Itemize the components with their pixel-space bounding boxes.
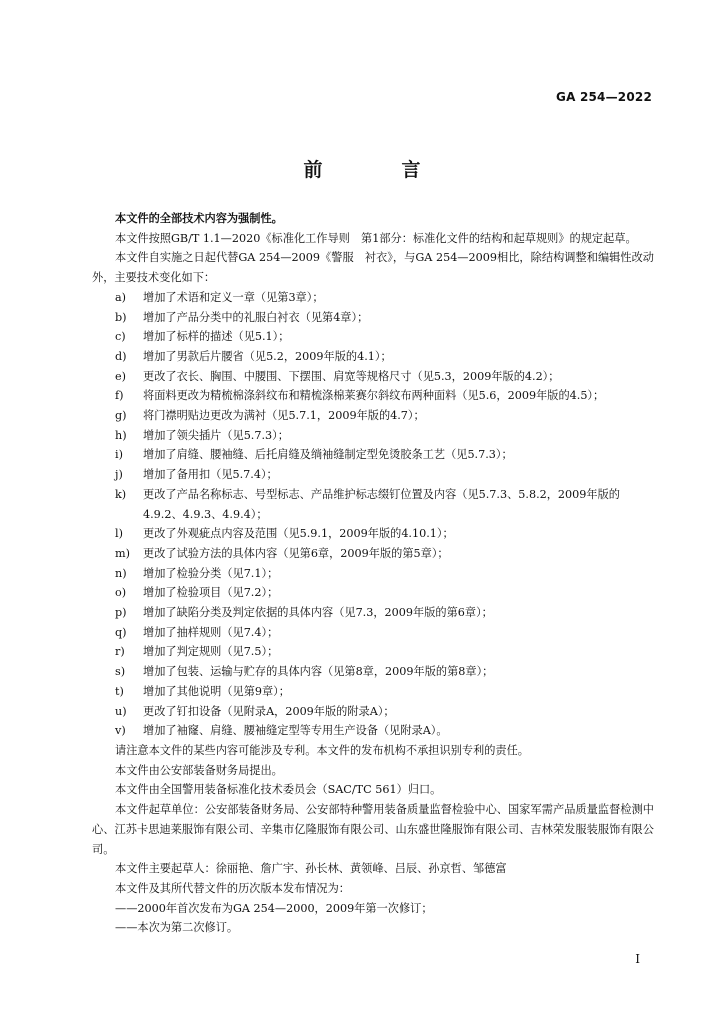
list-marker: d) — [115, 349, 127, 363]
list-item — [115, 288, 654, 308]
committee-paragraph: 本文件由全国警用装备标准化技术委员会（SAC/TC 561）归口。 — [115, 783, 442, 797]
list-marker: a) — [115, 290, 127, 304]
list-item — [115, 386, 654, 406]
list-text: 增加了检验项目（见7.2）； — [143, 586, 279, 600]
foreword-body — [92, 209, 654, 938]
list-marker: s) — [115, 665, 126, 679]
list-item — [115, 327, 654, 347]
list-text: 增加了备用扣（见5.7.4）； — [143, 468, 278, 482]
list-item — [115, 603, 654, 623]
list-marker: j) — [115, 468, 123, 482]
list-marker: k) — [115, 487, 127, 501]
list-marker: o) — [115, 586, 127, 600]
list-item — [115, 465, 654, 485]
list-marker: q) — [115, 625, 127, 639]
list-marker: c) — [115, 330, 126, 344]
patent-notice: 请注意本文件的某些内容可能涉及专利。本文件的发布机构不承担识别专利的责任。 — [115, 743, 529, 757]
list-marker: i) — [115, 448, 123, 462]
list-marker: m) — [115, 546, 130, 560]
list-item — [115, 406, 654, 426]
history-intro: 本文件及其所代替文件的历次版本发布情况为： — [115, 881, 350, 895]
list-item — [115, 623, 654, 643]
list-item — [115, 583, 654, 603]
list-text: 增加了抽样规则（见7.4）； — [143, 625, 279, 639]
list-text: 增加了术语和定义一章（见第3章）； — [143, 290, 324, 304]
standard-code: GA 254—2022 — [556, 90, 652, 104]
list-text: 增加了肩缝、腰袖缝、后托肩缝及绱袖缝制定型免烫胶条工艺（见5.7.3）； — [143, 448, 513, 462]
list-item — [115, 426, 654, 446]
list-text: 增加了标样的描述（见5.1）； — [143, 330, 290, 344]
list-item — [115, 445, 654, 465]
list-text: 增加了领尖插片（见5.7.3）； — [143, 428, 289, 442]
list-text: 更改了产品名称标志、号型标志、产品维护标志缀钉位置及内容（见5.7.3、5.8.2，2009年版的4.9.2、4.9.3、4.9.4）； — [143, 487, 620, 521]
list-item — [115, 721, 654, 741]
changes-list — [92, 288, 654, 741]
list-text: 将面料更改为精梳棉涤斜纹布和精梳涤棉莱赛尔斜纹布两种面料（见5.6，2009年版的4.5）； — [143, 389, 605, 403]
list-text: 增加了男款后片腰省（见5.2，2009年版的4.1）； — [143, 349, 392, 363]
list-item — [115, 347, 654, 367]
page-number: I — [635, 952, 640, 966]
list-marker: g) — [115, 409, 127, 423]
drafting-rule-paragraph: 本文件按照GB/T 1.1—2020《标准化工作导则 第1部分：标准化文件的结构和起草规则》的规定起草。 — [115, 231, 637, 245]
list-text: 增加了判定规则（见7.5）； — [143, 645, 279, 659]
list-text: 更改了外观疵点内容及范围（见5.9.1，2009年版的4.10.1）； — [143, 527, 454, 541]
list-item — [115, 485, 654, 524]
list-marker: r) — [115, 645, 125, 659]
list-text: 增加了产品分类中的礼服白衬衣（见第4章）； — [143, 310, 369, 324]
list-item — [115, 662, 654, 682]
list-item — [115, 308, 654, 328]
drafters-paragraph: 本文件主要起草人：徐丽艳、詹广宇、孙长林、黄领峰、吕辰、孙京哲、邹德富 — [115, 862, 507, 876]
list-text: 增加了缺陷分类及判定依据的具体内容（见7.3，2009年版的第6章）； — [143, 606, 493, 620]
list-item — [115, 642, 654, 662]
list-text: 增加了其他说明（见第9章）； — [143, 684, 290, 698]
list-item — [115, 524, 654, 544]
list-marker: u) — [115, 704, 127, 718]
replacement-paragraph: 本文件自实施之日起代替GA 254—2009《警服 衬衣》，与GA 254—2009相比，除结构调整和编辑性改动外，主要技术变化如下： — [92, 251, 654, 285]
list-item — [115, 544, 654, 564]
list-marker: t) — [115, 684, 124, 698]
list-text: 更改了钉扣设备（见附录A，2009年版的附录A）； — [143, 704, 395, 718]
list-item — [115, 702, 654, 722]
list-text: 更改了衣长、胸围、中腰围、下摆围、肩宽等规格尺寸（见5.3，2009年版的4.2）； — [143, 369, 560, 383]
history-item: ——本次为第二次修订。 — [115, 921, 239, 935]
list-text: 更改了试验方法的具体内容（见第6章，2009年版的第5章）； — [143, 546, 449, 560]
list-item — [115, 367, 654, 387]
list-marker: f) — [115, 389, 124, 403]
history-item: ——2000年首次发布为GA 254—2000，2009年第一次修订； — [115, 901, 433, 915]
drafting-units-paragraph: 本文件起草单位：公安部装备财务局、公安部特种警用装备质量监督检验中心、国家军需产品质量监督检测中心、江苏卡思迪莱服饰有限公司、辛集市亿隆服饰有限公司、山东盛世隆服饰有限公司、吉林荣发服装服饰有限公司。 — [92, 803, 654, 856]
list-item — [115, 682, 654, 702]
list-text: 增加了袖窿、肩缝、腰袖缝定型等专用生产设备（见附录A）。 — [143, 724, 448, 738]
list-text: 增加了检验分类（见7.1）； — [143, 566, 279, 580]
list-text: 增加了包装、运输与贮存的具体内容（见第8章，2009年版的第8章）； — [143, 665, 494, 679]
list-marker: e) — [115, 369, 126, 383]
list-marker: p) — [115, 606, 127, 620]
list-marker: b) — [115, 310, 127, 324]
list-marker: l) — [115, 527, 123, 541]
mandatory-statement: 本文件的全部技术内容为强制性。 — [115, 212, 283, 225]
page-title: 前 言 — [303, 159, 451, 181]
proposer-paragraph: 本文件由公安部装备财务局提出。 — [115, 763, 283, 777]
list-marker: n) — [115, 566, 127, 580]
list-item — [115, 564, 654, 584]
list-marker: v) — [115, 724, 126, 738]
list-text: 将门襟明贴边更改为满衬（见5.7.1，2009年版的4.7）； — [143, 409, 425, 423]
list-marker: h) — [115, 428, 127, 442]
